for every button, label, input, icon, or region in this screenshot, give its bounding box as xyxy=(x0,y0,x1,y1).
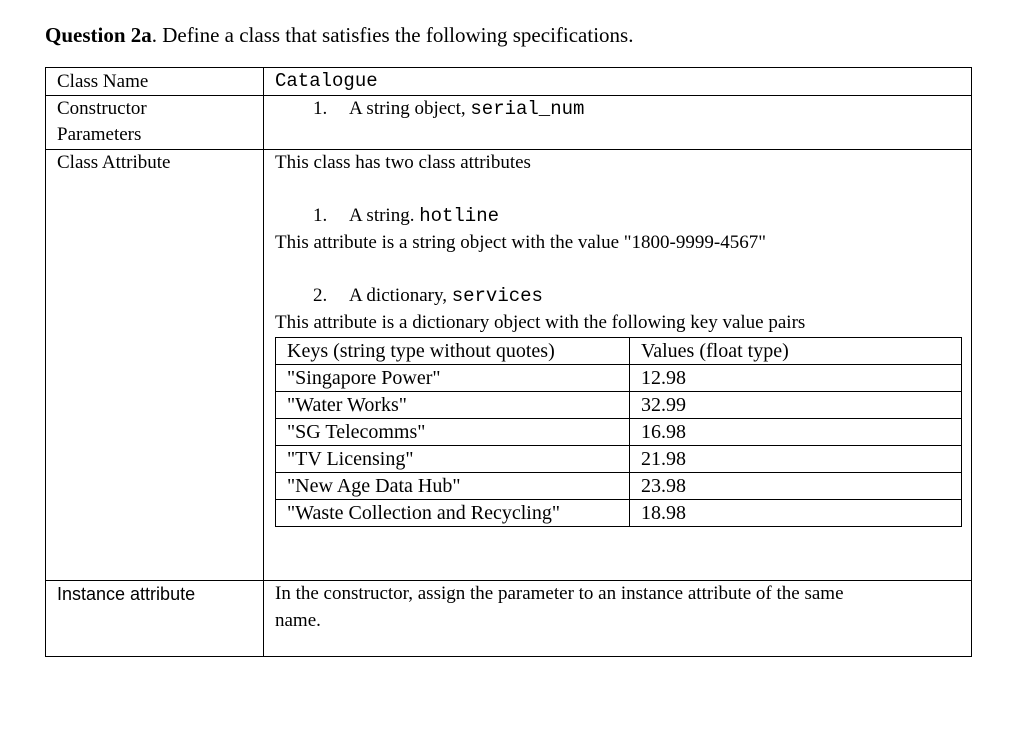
attr2-number: 2. xyxy=(313,285,328,306)
row-divider xyxy=(46,95,971,96)
service-value: 18.98 xyxy=(630,500,962,527)
service-value: 12.98 xyxy=(630,365,962,392)
service-key: "Water Works" xyxy=(276,392,630,419)
table-row xyxy=(276,473,962,500)
class-attribute-intro: This class has two class attributes xyxy=(275,152,531,173)
attr2-title xyxy=(349,284,543,308)
attr2-code: services xyxy=(451,285,543,307)
table-row xyxy=(276,392,962,419)
attr1-number: 1. xyxy=(313,205,328,226)
attr1-title xyxy=(349,204,499,228)
service-key: "TV Licensing" xyxy=(276,446,630,473)
constructor-param xyxy=(349,97,584,121)
service-key: "New Age Data Hub" xyxy=(276,473,630,500)
services-table xyxy=(275,337,962,527)
service-value: 32.99 xyxy=(630,392,962,419)
row-divider xyxy=(46,149,971,150)
instance-attribute-label: Instance attribute xyxy=(57,584,196,604)
specification-table xyxy=(45,67,972,657)
class-name-value: Catalogue xyxy=(275,70,378,92)
column-divider xyxy=(263,68,264,656)
constructor-param-text: A string object, xyxy=(349,98,471,119)
attr2-description: This attribute is a dictionary object with the following key value pairs xyxy=(275,312,806,333)
instance-attribute-line1: In the constructor, assign the parameter to an instance attribute of the same xyxy=(275,583,844,604)
attr1-description: This attribute is a string object with the value "1800-9999-4567" xyxy=(275,232,766,253)
question-heading xyxy=(45,21,633,49)
table-header-row xyxy=(276,338,962,365)
table-row xyxy=(276,365,962,392)
instance-attribute-line2: name. xyxy=(275,610,321,631)
attr2-text: A dictionary, xyxy=(349,285,452,306)
constructor-param-code: serial_num xyxy=(470,98,585,120)
table-row xyxy=(276,446,962,473)
column-header-keys: Keys (string type without quotes) xyxy=(276,338,630,365)
service-value: 16.98 xyxy=(630,419,962,446)
service-key: "SG Telecomms" xyxy=(276,419,630,446)
service-key: "Singapore Power" xyxy=(276,365,630,392)
table-row xyxy=(276,500,962,527)
attr1-text: A string. xyxy=(349,205,420,226)
service-value: 23.98 xyxy=(630,473,962,500)
class-name-label: Class Name xyxy=(57,71,149,92)
constructor-label-line2: Parameters xyxy=(57,124,142,145)
service-key: "Waste Collection and Recycling" xyxy=(276,500,630,527)
service-value: 21.98 xyxy=(630,446,962,473)
attr1-code: hotline xyxy=(419,205,500,227)
question-instruction: . Define a class that satisfies the following specifications. xyxy=(151,23,634,47)
constructor-param-number: 1. xyxy=(313,98,328,119)
row-divider xyxy=(46,580,971,581)
table-row xyxy=(276,419,962,446)
column-header-values: Values (float type) xyxy=(630,338,962,365)
class-attribute-label: Class Attribute xyxy=(57,152,171,173)
question-number: Question 2a xyxy=(45,23,152,47)
constructor-label-line1: Constructor xyxy=(57,98,147,119)
